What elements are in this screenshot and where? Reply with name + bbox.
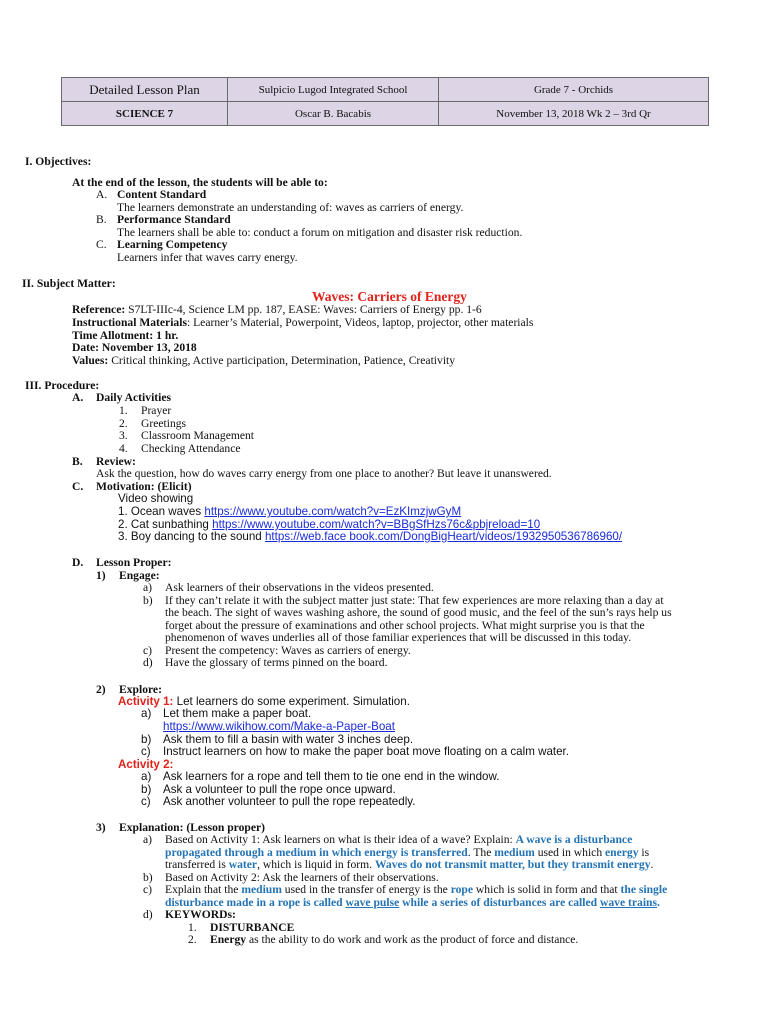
keyword-energy-definition: as the ability to do work and work as the product of force and distance.: [246, 933, 579, 946]
objective-letter-c: C.: [96, 238, 107, 251]
water-term: water: [228, 858, 258, 871]
section-a-letter: A.: [72, 391, 84, 404]
activity-1-letter-c: c): [141, 745, 151, 758]
values-label: Values:: [72, 354, 109, 367]
topic-title: Waves: Carriers of Energy: [312, 289, 467, 304]
time-allotment: Time Allotment: 1 hr.: [72, 329, 179, 342]
lesson-date-line: Date: November 13, 2018: [72, 341, 197, 354]
explanation-a-mid3: is: [638, 846, 650, 859]
wave-pulse-term: wave pulse: [345, 896, 400, 909]
plan-title: Detailed Lesson Plan: [62, 78, 228, 102]
explanation-letter-d: d): [143, 908, 153, 921]
daily-num-3: 3.: [119, 429, 128, 442]
activity-1-item-c: Instruct learners on how to make the paper boat move floating on a calm water.: [163, 745, 570, 758]
engage-number: 1): [96, 569, 106, 582]
wave-trains-term: wave trains: [600, 896, 657, 909]
section-d-letter: D.: [72, 556, 84, 569]
explanation-title: Explanation: (Lesson proper): [119, 821, 266, 834]
activity-2-letter-c: c): [141, 795, 151, 808]
objective-text-a: The learners demonstrate an understanding of: waves as carriers of energy.: [117, 201, 464, 214]
section-c-title: Motivation: (Elicit): [96, 480, 192, 493]
activity-2-item-b: Ask a volunteer to pull the rope once upward.: [163, 783, 396, 796]
video-link-1[interactable]: https://www.youtube.com/watch?v=EzKImzjwGyM: [204, 505, 462, 518]
explanation-a-line3: [165, 858, 653, 871]
reference-line: [72, 303, 482, 316]
engage-letter-a: a): [143, 581, 153, 594]
materials-text: : Learner’s Material, Powerpoint, Videos, laptop, projector, other materials: [186, 316, 534, 329]
activity-1-text: Let learners do some experiment. Simulation.: [173, 695, 410, 708]
daily-item-4: Checking Attendance: [141, 442, 241, 455]
wave-definition-start: A wave is a disturbance: [515, 833, 633, 846]
explore-number: 2): [96, 683, 106, 696]
explanation-c-line2: [165, 896, 660, 909]
rope-term: rope: [450, 883, 474, 896]
medium-term: medium: [494, 846, 535, 859]
engage-item-b-line4: phenomenon of waves underlies all of those familiar experiences that will be discussed in this today.: [165, 631, 632, 644]
keyword-energy: Energy: [210, 933, 247, 946]
materials-line: [72, 316, 533, 329]
objective-title-a: Content Standard: [117, 188, 207, 201]
objective-text-c: Learners infer that waves carry energy.: [117, 251, 298, 264]
daily-num-4: 4.: [119, 442, 128, 455]
video-label-1: 1. Ocean waves: [118, 505, 202, 518]
video-label-3: 3. Boy dancing to the sound: [118, 530, 262, 543]
engage-item-d: Have the glossary of terms pinned on the board.: [165, 656, 388, 669]
explanation-number: 3): [96, 821, 106, 834]
explanation-c-line1: [165, 883, 667, 896]
activity-1-letter-b: b): [141, 733, 152, 746]
daily-num-1: 1.: [119, 404, 128, 417]
explanation-c-prefix: Explain that the: [165, 883, 242, 896]
reference-text: S7LT-IIIc-4, Science LM pp. 187, EASE: Waves: Carriers of Energy pp. 1-6: [128, 303, 482, 316]
daily-item-2: Greetings: [141, 417, 187, 430]
engage-letter-b: b): [143, 594, 153, 607]
engage-title: Engage:: [119, 569, 160, 582]
header-table: [61, 77, 709, 126]
objective-title-b: Performance Standard: [117, 213, 231, 226]
daily-num-2: 2.: [119, 417, 128, 430]
subject-name: SCIENCE 7: [62, 102, 228, 126]
video-label-2: 2. Cat sunbathing: [118, 518, 209, 531]
activity-1-label: Activity 1:: [118, 695, 174, 708]
engage-item-a: Ask learners of their observations in the videos presented.: [165, 581, 434, 594]
objective-letter-b: B.: [96, 213, 107, 226]
activity-2-letter-a: a): [141, 770, 152, 783]
single-disturbance-text: disturbance made in a rope is called: [165, 896, 346, 909]
explanation-c-end: .: [657, 896, 660, 909]
explanation-a-end: .: [650, 858, 654, 871]
section-b-title: Review:: [96, 455, 136, 468]
objectives-intro: At the end of the lesson, the students will be able to:: [72, 176, 328, 189]
explanation-a-line3-mid: , which is liquid in form.: [257, 858, 375, 871]
teacher-name: Oscar B. Bacabis: [228, 102, 439, 126]
medium-term-2: medium: [241, 883, 282, 896]
paper-boat-link[interactable]: https://www.wikihow.com/Make-a-Paper-Boat: [163, 720, 395, 733]
procedure-heading: III. Procedure:: [25, 379, 100, 392]
series-disturbance-text: while a series of disturbances are called: [399, 896, 600, 909]
activity-2-item-a: Ask learners for a rope and tell them to tie one end in the window.: [163, 770, 500, 783]
activity-2-item-c: Ask another volunteer to pull the rope repeatedly.: [163, 795, 416, 808]
section-b-letter: B.: [72, 455, 83, 468]
objective-text-b: The learners shall be able to: conduct a forum on mitigation and disaster risk reduction.: [117, 226, 523, 239]
activity-2-label: Activity 2:: [118, 758, 174, 771]
values-line: [72, 354, 455, 367]
explore-title: Explore:: [119, 683, 162, 696]
review-text: Ask the question, how do waves carry energy from one place to another? But leave it unanswered.: [96, 467, 552, 480]
engage-item-c: Present the competency: Waves as carriers of energy.: [165, 644, 411, 657]
engage-letter-c: c): [143, 644, 153, 657]
explanation-a-prefix: Based on Activity 1: Ask learners on what is their idea of a wave? Explain:: [165, 833, 516, 846]
activity-2-letter-b: b): [141, 783, 152, 796]
engage-letter-d: d): [143, 656, 153, 669]
keywords-title: KEYWORDs:: [165, 908, 236, 921]
activity-1-item-b: Ask them to fill a basin with water 3 inches deep.: [163, 733, 414, 746]
explanation-a-mid2: used in which: [534, 846, 606, 859]
materials-label: Instructional Materials: [72, 316, 187, 329]
section-a-title: Daily Activities: [96, 391, 172, 404]
single-disturbance-start: the single: [620, 883, 668, 896]
grade-section: Grade 7 - Orchids: [439, 78, 709, 102]
video-line-3: [118, 530, 622, 543]
subject-matter-heading: II. Subject Matter:: [22, 277, 116, 290]
keyword-num-1: 1.: [188, 921, 197, 934]
engage-item-b-line1: If they can’t relate it with the subject matter just state: That few experiences are more relaxing than a day at: [165, 594, 664, 607]
daily-item-3: Classroom Management: [141, 429, 255, 442]
engage-item-b-line2: the beach. The sight of waves washing ashore, the sound of good music, and the feel of the sun’s rays help us: [165, 606, 672, 619]
keyword-disturbance: DISTURBANCE: [210, 921, 295, 934]
keyword-energy-line: [210, 933, 578, 946]
objectives-heading: I. Objectives:: [25, 155, 92, 168]
school-name: Sulpicio Lugod Integrated School: [228, 78, 439, 102]
objective-letter-a: A.: [96, 188, 108, 201]
values-text: Critical thinking, Active participation, Determination, Patience, Creativity: [111, 354, 456, 367]
video-intro: Video showing: [118, 492, 194, 505]
keyword-num-2: 2.: [188, 933, 197, 946]
video-link-2[interactable]: https://www.youtube.com/watch?v=BBgSfHzs76c&pbjreload=10: [212, 518, 541, 531]
section-d-title: Lesson Proper:: [96, 556, 172, 569]
energy-term: energy: [605, 846, 639, 859]
activity-1-item-a: Let them make a paper boat.: [163, 707, 312, 720]
objective-title-c: Learning Competency: [117, 238, 228, 251]
reference-label: Reference:: [72, 303, 126, 316]
video-line-1: [118, 505, 461, 518]
explanation-letter-b: b): [143, 871, 153, 884]
explanation-c-mid1: used in the transfer of energy is the: [281, 883, 451, 896]
explanation-a-line1: [165, 833, 632, 846]
video-link-3[interactable]: https://web.face book.com/DongBigHeart/videos/1932950536786960/: [264, 530, 623, 543]
explanation-a-line3-prefix: transferred is: [165, 858, 229, 871]
explanation-letter-a: a): [143, 833, 153, 846]
energy-transmission-statement: Waves do not transmit matter, but they transmit energy: [374, 858, 651, 871]
explanation-letter-c: c): [143, 883, 153, 896]
explanation-a-mid1: . The: [467, 846, 495, 859]
activity-1-letter-a: a): [141, 707, 152, 720]
wave-definition-end: propagated through a medium in which energy is transferred: [165, 846, 468, 859]
lesson-date: November 13, 2018 Wk 2 – 3rd Qr: [439, 102, 709, 126]
explanation-item-b: Based on Activity 2: Ask the learners of their observations.: [165, 871, 439, 884]
engage-item-b-line3: forget about the pressure of examinations and other school projects. What might surprise you is that the: [165, 619, 645, 632]
explanation-c-mid2: which is solid in form and that: [473, 883, 621, 896]
section-c-letter: C.: [72, 480, 84, 493]
daily-item-1: Prayer: [141, 404, 172, 417]
